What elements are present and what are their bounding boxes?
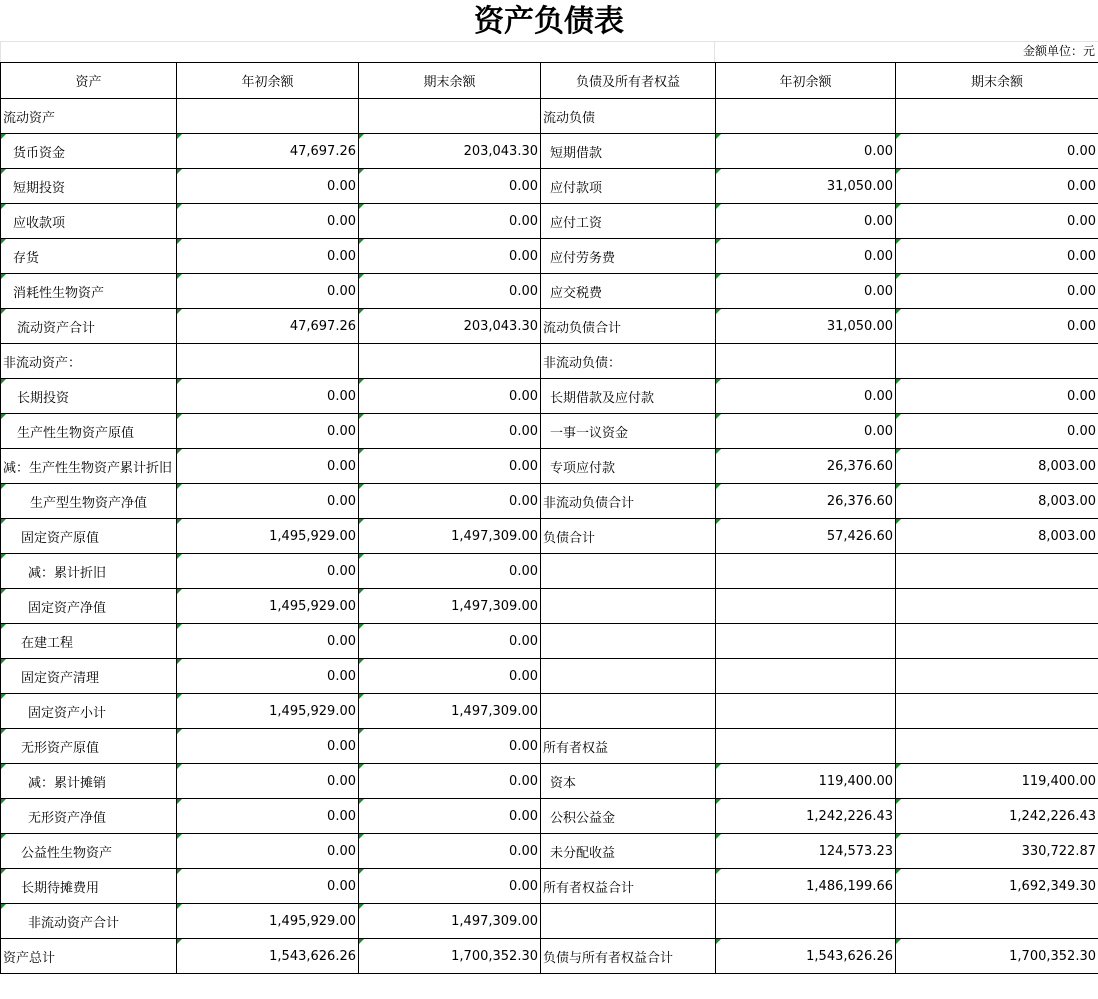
asset-label-cell[interactable]: 固定资产原值 bbox=[1, 519, 177, 554]
asset-end-cell[interactable] bbox=[359, 99, 541, 134]
table-row bbox=[1, 379, 1098, 414]
asset-start-cell[interactable]: 0.00 bbox=[177, 554, 359, 589]
table-row bbox=[1, 519, 1098, 554]
asset-start-cell[interactable]: 1,495,929.00 bbox=[177, 694, 359, 729]
liability-start-cell[interactable]: 0.00 bbox=[716, 414, 896, 449]
unit-row-grid bbox=[0, 41, 1098, 62]
balance-sheet-table bbox=[0, 62, 1098, 974]
liability-label-cell[interactable] bbox=[541, 659, 716, 694]
asset-label-cell[interactable]: 无形资产净值 bbox=[1, 799, 177, 834]
liability-label-cell[interactable]: 负债合计 bbox=[541, 519, 716, 554]
asset-start-cell[interactable]: 0.00 bbox=[177, 729, 359, 764]
asset-start-cell[interactable]: 0.00 bbox=[177, 834, 359, 869]
header-assets[interactable]: 资产 bbox=[1, 63, 177, 99]
asset-label-cell[interactable]: 减：生产性生物资产累计折旧 bbox=[1, 449, 177, 484]
asset-end-cell[interactable]: 0.00 bbox=[359, 379, 541, 414]
liability-label-cell[interactable]: 所有者权益 bbox=[541, 729, 716, 764]
asset-label-cell[interactable]: 长期投资 bbox=[1, 379, 177, 414]
liability-end-cell[interactable]: 119,400.00 bbox=[896, 764, 1098, 799]
asset-start-cell[interactable]: 1,543,626.26 bbox=[177, 939, 359, 974]
asset-end-cell[interactable]: 1,497,309.00 bbox=[359, 519, 541, 554]
table-row bbox=[1, 554, 1098, 589]
liability-label-cell[interactable]: 短期借款 bbox=[541, 134, 716, 169]
table-row bbox=[1, 414, 1098, 449]
asset-end-cell[interactable]: 0.00 bbox=[359, 799, 541, 834]
table-row bbox=[1, 799, 1098, 834]
liability-end-cell[interactable]: 1,700,352.30 bbox=[896, 939, 1098, 974]
liability-end-cell[interactable] bbox=[896, 554, 1098, 589]
liability-end-cell[interactable]: 1,242,226.43 bbox=[896, 799, 1098, 834]
asset-label-cell[interactable]: 应收款项 bbox=[1, 204, 177, 239]
liability-start-cell[interactable]: 0.00 bbox=[716, 204, 896, 239]
liability-start-cell[interactable] bbox=[716, 904, 896, 939]
liability-end-cell[interactable]: 8,003.00 bbox=[896, 484, 1098, 519]
liability-end-cell[interactable] bbox=[896, 344, 1098, 379]
liability-end-cell[interactable]: 0.00 bbox=[896, 379, 1098, 414]
asset-label-cell[interactable]: 非流动资产： bbox=[1, 344, 177, 379]
table-row bbox=[1, 659, 1098, 694]
asset-label-cell[interactable]: 减：累计折旧 bbox=[1, 554, 177, 589]
liability-label-cell[interactable]: 应付工资 bbox=[541, 204, 716, 239]
liability-end-cell[interactable]: 0.00 bbox=[896, 414, 1098, 449]
liability-start-cell[interactable]: 0.00 bbox=[716, 274, 896, 309]
table-row bbox=[1, 869, 1098, 904]
table-row bbox=[1, 904, 1098, 939]
asset-label-cell[interactable]: 无形资产原值 bbox=[1, 729, 177, 764]
asset-start-cell[interactable] bbox=[177, 344, 359, 379]
liability-end-cell[interactable]: 8,003.00 bbox=[896, 449, 1098, 484]
liability-end-cell[interactable]: 0.00 bbox=[896, 309, 1098, 344]
liability-end-cell[interactable]: 0.00 bbox=[896, 239, 1098, 274]
asset-start-cell[interactable]: 1,495,929.00 bbox=[177, 589, 359, 624]
asset-start-cell[interactable]: 47,697.26 bbox=[177, 134, 359, 169]
table-row bbox=[1, 729, 1098, 764]
liability-end-cell[interactable] bbox=[896, 729, 1098, 764]
asset-start-cell[interactable]: 0.00 bbox=[177, 239, 359, 274]
asset-label-cell[interactable]: 流动资产 bbox=[1, 99, 177, 134]
header-liabilities[interactable]: 负债及所有者权益 bbox=[541, 63, 716, 99]
asset-label-cell[interactable]: 减：累计摊销 bbox=[1, 764, 177, 799]
table-row bbox=[1, 449, 1098, 484]
table-row bbox=[1, 589, 1098, 624]
table-row bbox=[1, 694, 1098, 729]
liability-start-cell[interactable] bbox=[716, 99, 896, 134]
asset-label-cell[interactable]: 消耗性生物资产 bbox=[1, 274, 177, 309]
liability-end-cell[interactable]: 0.00 bbox=[896, 274, 1098, 309]
table-row bbox=[1, 624, 1098, 659]
liability-start-cell[interactable]: 1,242,226.43 bbox=[716, 799, 896, 834]
liability-label-cell[interactable]: 未分配收益 bbox=[541, 834, 716, 869]
asset-start-cell[interactable] bbox=[177, 99, 359, 134]
header-liabilities-start[interactable]: 年初余额 bbox=[716, 63, 896, 99]
liability-start-cell[interactable] bbox=[716, 659, 896, 694]
liability-label-cell[interactable]: 专项应付款 bbox=[541, 449, 716, 484]
liability-start-cell[interactable]: 0.00 bbox=[716, 134, 896, 169]
header-row bbox=[1, 63, 1098, 99]
report-title: 资产负债表 bbox=[0, 0, 1098, 42]
header-assets-start[interactable]: 年初余额 bbox=[177, 63, 359, 99]
asset-end-cell[interactable]: 0.00 bbox=[359, 484, 541, 519]
liability-end-cell[interactable] bbox=[896, 589, 1098, 624]
asset-end-cell[interactable]: 0.00 bbox=[359, 274, 541, 309]
asset-start-cell[interactable]: 0.00 bbox=[177, 484, 359, 519]
table-row bbox=[1, 99, 1098, 134]
asset-label-cell[interactable]: 存货 bbox=[1, 239, 177, 274]
unit-label: 金额单位：元 bbox=[1022, 44, 1095, 58]
asset-label-cell[interactable]: 固定资产小计 bbox=[1, 694, 177, 729]
liability-start-cell[interactable]: 0.00 bbox=[716, 379, 896, 414]
asset-start-cell[interactable]: 0.00 bbox=[177, 449, 359, 484]
asset-end-cell[interactable]: 0.00 bbox=[359, 554, 541, 589]
liability-end-cell[interactable]: 1,692,349.30 bbox=[896, 869, 1098, 904]
liability-label-cell[interactable] bbox=[541, 554, 716, 589]
liability-end-cell[interactable] bbox=[896, 99, 1098, 134]
liability-label-cell[interactable]: 流动负债 bbox=[541, 99, 716, 134]
asset-end-cell[interactable]: 1,497,309.00 bbox=[359, 694, 541, 729]
asset-label-cell[interactable]: 资产总计 bbox=[1, 939, 177, 974]
asset-label-cell[interactable]: 流动资产合计 bbox=[1, 309, 177, 344]
liability-start-cell[interactable]: 0.00 bbox=[716, 239, 896, 274]
asset-start-cell[interactable]: 1,495,929.00 bbox=[177, 519, 359, 554]
liability-label-cell[interactable]: 长期借款及应付款 bbox=[541, 379, 716, 414]
liability-start-cell[interactable]: 31,050.00 bbox=[716, 309, 896, 344]
liability-start-cell[interactable]: 124,573.23 bbox=[716, 834, 896, 869]
asset-end-cell[interactable]: 0.00 bbox=[359, 414, 541, 449]
liability-label-cell[interactable]: 公积公益金 bbox=[541, 799, 716, 834]
asset-start-cell[interactable]: 0.00 bbox=[177, 414, 359, 449]
asset-start-cell[interactable]: 0.00 bbox=[177, 379, 359, 414]
header-assets-end[interactable]: 期末余额 bbox=[359, 63, 541, 99]
table-row bbox=[1, 239, 1098, 274]
liability-end-cell[interactable]: 0.00 bbox=[896, 169, 1098, 204]
liability-label-cell[interactable]: 负债与所有者权益合计 bbox=[541, 939, 716, 974]
liability-end-cell[interactable]: 0.00 bbox=[896, 204, 1098, 239]
liability-end-cell[interactable]: 8,003.00 bbox=[896, 519, 1098, 554]
liability-start-cell[interactable]: 1,543,626.26 bbox=[716, 939, 896, 974]
asset-start-cell[interactable]: 0.00 bbox=[177, 169, 359, 204]
liability-label-cell[interactable]: 应付劳务费 bbox=[541, 239, 716, 274]
liability-label-cell[interactable]: 非流动负债合计 bbox=[541, 484, 716, 519]
asset-start-cell[interactable]: 0.00 bbox=[177, 624, 359, 659]
liability-label-cell[interactable] bbox=[541, 624, 716, 659]
asset-end-cell[interactable]: 0.00 bbox=[359, 764, 541, 799]
asset-end-cell[interactable]: 0.00 bbox=[359, 869, 541, 904]
asset-label-cell[interactable]: 生产性生物资产原值 bbox=[1, 414, 177, 449]
table-row bbox=[1, 939, 1098, 974]
liability-label-cell[interactable]: 资本 bbox=[541, 764, 716, 799]
liability-label-cell[interactable]: 所有者权益合计 bbox=[541, 869, 716, 904]
table-row bbox=[1, 764, 1098, 799]
asset-start-cell[interactable]: 0.00 bbox=[177, 869, 359, 904]
asset-end-cell[interactable]: 0.00 bbox=[359, 169, 541, 204]
liability-start-cell[interactable]: 31,050.00 bbox=[716, 169, 896, 204]
table-row bbox=[1, 134, 1098, 169]
table-row bbox=[1, 484, 1098, 519]
asset-label-cell[interactable]: 长期待摊费用 bbox=[1, 869, 177, 904]
asset-label-cell[interactable]: 货币资金 bbox=[1, 134, 177, 169]
liability-end-cell[interactable]: 0.00 bbox=[896, 134, 1098, 169]
liability-start-cell[interactable]: 1,486,199.66 bbox=[716, 869, 896, 904]
asset-label-cell[interactable]: 公益性生物资产 bbox=[1, 834, 177, 869]
asset-end-cell[interactable]: 0.00 bbox=[359, 659, 541, 694]
table-row bbox=[1, 834, 1098, 869]
asset-end-cell[interactable]: 0.00 bbox=[359, 624, 541, 659]
liability-start-cell[interactable] bbox=[716, 589, 896, 624]
asset-end-cell[interactable]: 0.00 bbox=[359, 239, 541, 274]
asset-label-cell[interactable]: 固定资产净值 bbox=[1, 589, 177, 624]
asset-label-cell[interactable]: 固定资产清理 bbox=[1, 659, 177, 694]
asset-start-cell[interactable]: 1,495,929.00 bbox=[177, 904, 359, 939]
asset-label-cell[interactable]: 短期投资 bbox=[1, 169, 177, 204]
asset-end-cell[interactable] bbox=[359, 344, 541, 379]
asset-start-cell[interactable]: 0.00 bbox=[177, 274, 359, 309]
asset-label-cell[interactable]: 非流动资产合计 bbox=[1, 904, 177, 939]
liability-start-cell[interactable] bbox=[716, 344, 896, 379]
liability-end-cell[interactable] bbox=[896, 904, 1098, 939]
asset-end-cell[interactable]: 203,043.30 bbox=[359, 309, 541, 344]
asset-end-cell[interactable]: 0.00 bbox=[359, 449, 541, 484]
liability-start-cell[interactable] bbox=[716, 554, 896, 589]
liability-label-cell[interactable] bbox=[541, 904, 716, 939]
asset-end-cell[interactable]: 1,700,352.30 bbox=[359, 939, 541, 974]
asset-end-cell[interactable]: 0.00 bbox=[359, 729, 541, 764]
asset-start-cell[interactable]: 0.00 bbox=[177, 204, 359, 239]
liability-start-cell[interactable]: 57,426.60 bbox=[716, 519, 896, 554]
table-row bbox=[1, 204, 1098, 239]
liability-label-cell[interactable]: 流动负债合计 bbox=[541, 309, 716, 344]
table-row bbox=[1, 169, 1098, 204]
asset-start-cell[interactable]: 0.00 bbox=[177, 659, 359, 694]
liability-start-cell[interactable]: 26,376.60 bbox=[716, 449, 896, 484]
liability-start-cell[interactable] bbox=[716, 729, 896, 764]
liability-label-cell[interactable]: 一事一议资金 bbox=[541, 414, 716, 449]
asset-end-cell[interactable]: 1,497,309.00 bbox=[359, 589, 541, 624]
liability-end-cell[interactable] bbox=[896, 624, 1098, 659]
asset-label-cell[interactable]: 在建工程 bbox=[1, 624, 177, 659]
asset-end-cell[interactable]: 203,043.30 bbox=[359, 134, 541, 169]
liability-label-cell[interactable] bbox=[541, 589, 716, 624]
asset-start-cell[interactable]: 0.00 bbox=[177, 799, 359, 834]
liability-start-cell[interactable]: 119,400.00 bbox=[716, 764, 896, 799]
asset-end-cell[interactable]: 0.00 bbox=[359, 834, 541, 869]
asset-end-cell[interactable]: 0.00 bbox=[359, 204, 541, 239]
asset-start-cell[interactable]: 0.00 bbox=[177, 764, 359, 799]
liability-start-cell[interactable] bbox=[716, 624, 896, 659]
table-row bbox=[1, 344, 1098, 379]
table-row bbox=[1, 274, 1098, 309]
asset-start-cell[interactable]: 47,697.26 bbox=[177, 309, 359, 344]
liability-end-cell[interactable]: 330,722.87 bbox=[896, 834, 1098, 869]
liability-label-cell[interactable]: 应付款项 bbox=[541, 169, 716, 204]
liability-label-cell[interactable]: 非流动负债： bbox=[541, 344, 716, 379]
table-row bbox=[1, 309, 1098, 344]
liability-end-cell[interactable] bbox=[896, 659, 1098, 694]
liability-start-cell[interactable] bbox=[716, 694, 896, 729]
liability-end-cell[interactable] bbox=[896, 694, 1098, 729]
asset-label-cell[interactable]: 生产型生物资产净值 bbox=[1, 484, 177, 519]
header-liabilities-end[interactable]: 期末余额 bbox=[896, 63, 1098, 99]
asset-end-cell[interactable]: 1,497,309.00 bbox=[359, 904, 541, 939]
liability-start-cell[interactable]: 26,376.60 bbox=[716, 484, 896, 519]
liability-label-cell[interactable] bbox=[541, 694, 716, 729]
liability-label-cell[interactable]: 应交税费 bbox=[541, 274, 716, 309]
